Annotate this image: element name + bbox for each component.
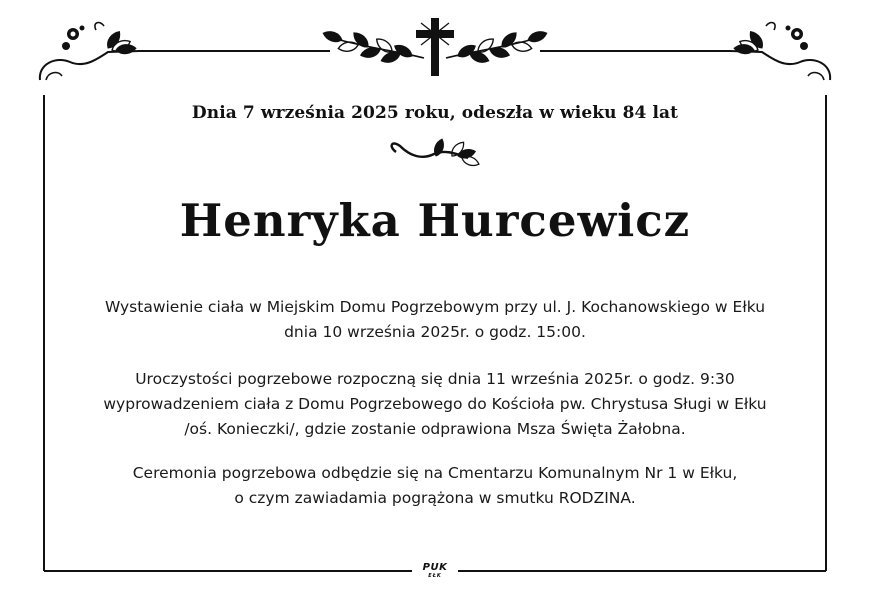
logo-sub-text: EŁK [428,573,442,579]
paragraph-line: wyprowadzeniem ciała z Domu Pogrzebowego do Kościoła pw. Chrystusa Sługi w Ełku [103,395,767,413]
paragraph-line: Wystawienie ciała w Miejskim Domu Pogrzebowym przy ul. J. Kochanowskiego w Ełku [104,298,766,316]
paragraph-line: Ceremonia pogrzebowa odbędzie się na Cmentarzu Komunalnym Nr 1 w Ełku, [132,464,738,482]
floral-scroll-icon [730,23,830,80]
burial-paragraph [0,461,870,511]
viewing-paragraph [0,295,870,345]
puk-logo [417,563,453,579]
paragraph-line: /oś. Konieczki/, gdzie zostanie odprawiona Msza Święta Żałobna. [184,420,686,438]
floral-scroll-icon [40,23,140,80]
paragraph-line: Uroczystości pogrzebowe rozpoczną się dnia 11 września 2025r. o godz. 9:30 [135,370,735,388]
leaf-sprig-icon [392,138,481,168]
cross-with-laurel-icon [322,18,549,76]
logo-main-text: PUK [422,562,448,573]
paragraph-line: dnia 10 września 2025r. o godz. 15:00. [284,323,586,341]
deceased-name: Henryka Hurcewicz [179,194,691,247]
death-date-headline: Dnia 7 września 2025 roku, odeszła w wieku 84 lat [191,103,679,123]
paragraph-line: o czym zawiadamia pogrążona w smutku RODZINA. [234,489,636,507]
ceremony-paragraph [0,367,870,442]
